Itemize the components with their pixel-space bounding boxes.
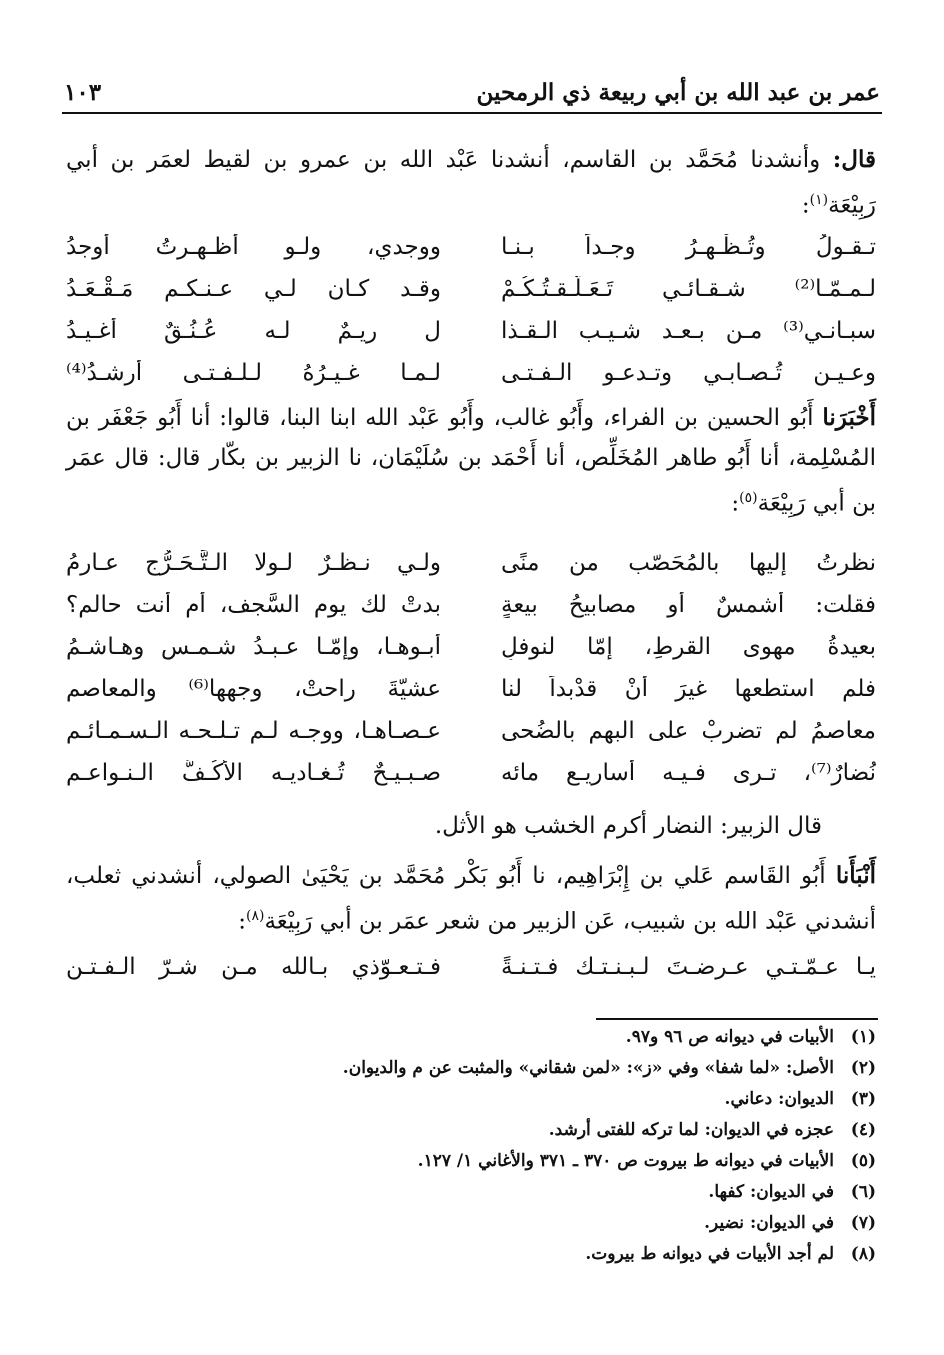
verse-line [66, 946, 876, 988]
footnote-number: (٣) [850, 1089, 876, 1109]
verse-second-hemistich: عشيّةَ راحتْ، وجهها⁽⁶⁾ والمعاصم [66, 676, 441, 702]
paragraph-text: أَبُو القَاسم عَلي بن إِبْرَاهِيم، نا أَبُو بَكْر مُحَمَّد بن يَحْيَىٰ الصولي، أنشدني ثعلب، أنشدني عَبْد الله بن شبيب، عَن الزبير من شعر عمَر بن أبي رَبِيْعَة [66, 863, 876, 935]
verse-first-hemistich: بعيدةُ مهوى القرطِ، إمّا لنوفلٍ [501, 634, 876, 660]
header-rule [62, 112, 882, 114]
paragraph-lead: قال: [832, 146, 876, 173]
footnote [56, 1146, 876, 1177]
verse-line [66, 752, 876, 794]
footnote-text: الأبيات في ديوانه ط بيروت ص ٣٧٠ ـ ٣٧١ والأغاني ١/ ١٢٧. [417, 1151, 834, 1171]
footnote-ref: (٨) [245, 908, 265, 924]
paragraph-tail: : [731, 490, 740, 517]
verse-second-hemistich: صـبـيـحٌ تُـغـاديـه الأكُـفُّ الـنـواعـم [66, 760, 441, 786]
footnote-number: (٥) [850, 1151, 876, 1171]
verse-line [66, 310, 876, 352]
footnote-ref: (١) [809, 192, 829, 208]
verse-second-hemistich: وقـد كـان لـي عـنـكـم مَـقْـعَـدُ [66, 276, 441, 302]
poem-1 [66, 226, 876, 394]
footnote-text: في الديوان: كفها. [708, 1182, 834, 1202]
verse-second-hemistich: ولـي نـظـرٌ لـولا الـتَّـحَـرُّج عـارمُ [66, 550, 441, 576]
verse-first-hemistich: لـمـمّـا⁽²⁾ شـقـائـي تَـعَـلُّـقـتُـكُـمْ [501, 276, 876, 302]
paragraph-text: قال الزبير: النضار أكرم الخشب هو الأثل. [434, 813, 822, 839]
footnote-number: (٧) [850, 1213, 876, 1233]
running-title: عمر بن عبد الله بن أبي ربيعة ذي الرمحين [476, 79, 880, 106]
verse-second-hemistich: عـصـاهـا، ووجـه لـم تـلـحـه الـسـمـائـم [66, 718, 441, 744]
paragraph-2 [66, 398, 876, 524]
paragraph-4 [66, 856, 876, 942]
verse-line [66, 352, 876, 394]
footnote-text: الديوان: دعاني. [724, 1089, 834, 1109]
footnote [56, 1177, 876, 1208]
verse-second-hemistich: لـمـا غـيـرُهُ لـلـفـتـى أرشـدُ⁽⁴⁾ [66, 360, 441, 386]
verse-first-hemistich: يـا عـمّـتـي عـرضـتَ لـبـنـتـك فـتـنـةً [501, 954, 876, 980]
footnote-number: (٢) [850, 1058, 876, 1078]
verse-second-hemistich: أبـوهـا، وإمّـا عـبـدُ شـمـسٍ وهـاشـمُ [66, 634, 441, 660]
paragraph-lead: أَخْبَرَنا [822, 404, 876, 431]
verse-first-hemistich: معاصمُ لم تضربْ على البهم بالضُحى [501, 718, 876, 744]
verse-line [66, 268, 876, 310]
verse-second-hemistich: ل ريـمٌ لـه عُـنُـقٌ أغـيـدُ [66, 318, 441, 344]
verse-first-hemistich: وعـيـن تُـصـابـي وتـدعـو الـفـتـى [501, 360, 876, 386]
paragraph-3 [66, 806, 822, 846]
paragraph-lead: أَنْبَأَنا [835, 862, 876, 889]
footnote [56, 1208, 876, 1239]
paragraph-text: وأنشدنا مُحَمَّد بن القاسم، أنشدنا عَبْد الله بن عمرو بن لقيط لعمَر بن أبي رَبِيْعَة [66, 147, 876, 219]
footnote [56, 1239, 876, 1270]
verse-first-hemistich: نُضارٌ⁽⁷⁾، تـرى فـيـه أساريـع مائه [501, 760, 876, 786]
verse-line [66, 710, 876, 752]
paragraph-1 [66, 140, 876, 226]
footnote-text: عجزه في الديوان: لما تركه للفتى أرشد. [548, 1120, 834, 1140]
verse-first-hemistich: تـقـولُ وتُـظْـهِـرُ وجـداً بـنـا [501, 234, 876, 260]
paragraph-tail: : [801, 192, 810, 219]
verse-line [66, 668, 876, 710]
poem-3 [66, 946, 876, 988]
running-header [64, 66, 880, 106]
verse-second-hemistich: ووجدي، ولـو أظـهـرتُ أوجدُ [66, 234, 441, 260]
verse-second-hemistich: فـتـعـوّذي بـالله مـن شـرّ الـفـتـن [66, 954, 441, 980]
footnote-number: (٤) [850, 1120, 876, 1140]
verse-first-hemistich: سبـانـي⁽³⁾ مـن بـعـد شـيـب الـقـذا [501, 318, 876, 344]
poem-2 [66, 542, 876, 794]
footnote-text: لم أجد الأبيات في ديوانه ط بيروت. [585, 1244, 834, 1264]
verse-line [66, 542, 876, 584]
footnote-number: (١) [850, 1027, 876, 1047]
footnote-number: (٦) [850, 1182, 876, 1202]
verse-first-hemistich: فقلت: أشمسٌ أو مصابيحُ بيعةٍ [501, 592, 876, 618]
verse-first-hemistich: فلم استطعها غيرَ أنْ قدْبداً لنا [501, 676, 876, 702]
footnote [56, 1053, 876, 1084]
footnote-text: في الديوان: نضير. [704, 1213, 834, 1233]
footnote-text: الأبيات في ديوانه ص ٩٦ و٩٧. [625, 1027, 834, 1047]
verse-line [66, 584, 876, 626]
paragraph-tail: : [238, 908, 246, 935]
verse-second-hemistich: بدتْ لك يوم السَّجف، أم أنت حالم؟ [66, 592, 441, 618]
footnote [56, 1084, 876, 1115]
verse-first-hemistich: نظرتُ إليها بالمُحَصّب من منًى [501, 550, 876, 576]
page-number: ١٠٣ [64, 79, 102, 106]
footnote-text: الأصل: «لما شفا» وفي «ز»: «لمن شقاني» والمثبت عن م والديوان. [342, 1058, 834, 1078]
paragraph-text: أَبُو الحسين بن الفراء، وأَبُو غالب، وأَبُو عَبْد الله ابنا البنا، قالوا: أنا أَبُو جَعْفَر بن المُسْلِمة، أنا أَبُو طاهر المُخَلِّص، أنا أَحْمَد بن سُلَيْمَان، نا الزبير بن بكّار قال: قال عمَر بن أبي رَبِيْعَة [66, 405, 876, 517]
footnote-ref: (٥) [739, 490, 758, 506]
footnote-rule [596, 1018, 878, 1020]
verse-line [66, 626, 876, 668]
footnote-number: (٨) [850, 1244, 876, 1264]
footnote [56, 1115, 876, 1146]
verse-line [66, 226, 876, 268]
footnote [56, 1022, 876, 1053]
footnotes [56, 1022, 876, 1270]
